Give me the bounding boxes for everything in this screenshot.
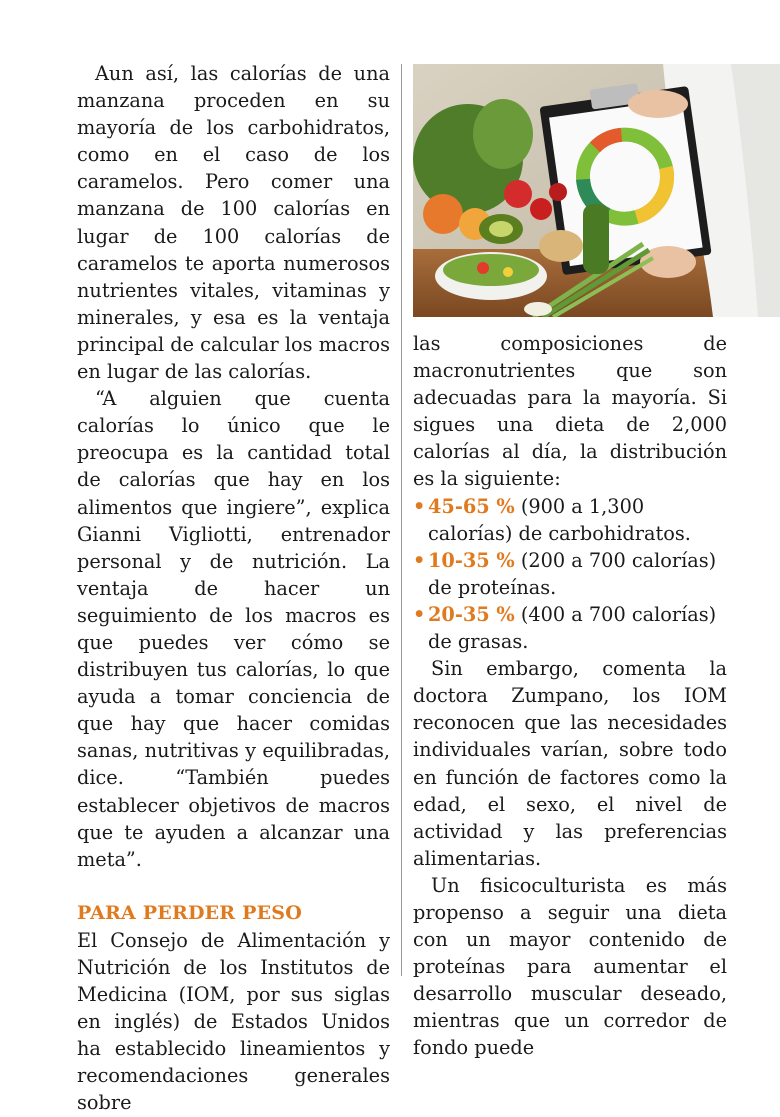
bullet-percentage: 10-35 % xyxy=(428,548,515,572)
column-divider xyxy=(401,64,402,976)
right-column xyxy=(413,330,727,1062)
bullet-dot-icon: • xyxy=(413,548,426,572)
bullet-text: (200 a 700 calorías) de proteínas. xyxy=(428,548,717,599)
macro-bullet-fat xyxy=(413,601,727,655)
bullet-dot-icon: • xyxy=(413,494,426,518)
section-heading: PARA PERDER PESO xyxy=(77,901,302,924)
bullet-dot-icon: • xyxy=(413,602,426,626)
left-paragraph-3: El Consejo de Alimentación y Nutrición de los Institutos de Medicina (IOM, por sus siglas en inglés) de Estados Unidos ha establecido lineamientos y recomendaciones generales sobre xyxy=(77,928,390,1115)
left-paragraph-2: “A alguien que cuenta calorías lo único que le preocupa es la cantidad total de calorías que hay en los alimentos que ingiere”, explica Gianni Vigliotti, entrenador personal y de nutrición. La ventaja de hacer un seguimiento de los macros es que puedes ver cómo se distribuyen tus calorías, lo que ayuda a tomar conciencia de que hay que hacer comidas sanas, nutritivas y equilibradas, dice. “También puedes establecer objetivos de macros que te ayuden a alcanzar una meta”. xyxy=(77,387,390,871)
bullet-text: (400 a 700 calorías) de grasas. xyxy=(428,602,717,654)
bullet-percentage: 20-35 % xyxy=(428,602,515,626)
nutrition-photo xyxy=(413,64,780,317)
left-paragraph-1: Aun así, las calorías de una manzana proceden en su mayoría de los carbohidratos, como en el caso de los caramelos. Pero comer una manzana de 100 calorías en lugar de 100 calorías de caramelos te aporta numerosos nutrientes vitales, vitaminas y minerales, y esa es la ventaja principal de calcular los macros en lugar de las calorías. xyxy=(77,62,390,384)
bullet-text: (900 a 1,300 calorías) de carbohidratos. xyxy=(428,494,691,545)
macro-bullet-carbs xyxy=(413,493,727,547)
macro-bullet-protein xyxy=(413,547,727,601)
right-paragraph-1: las composiciones de macronutrientes que son adecuadas para la mayoría. Si sigues una dieta de 2,000 calorías al día, la distribución es la siguiente: xyxy=(413,332,727,491)
left-column xyxy=(77,60,390,1117)
right-paragraph-2: Sin embargo, comenta la doctora Zumpano, los IOM reconocen que las necesidades individuales varían, sobre todo en función de factores como la edad, el sexo, el nivel de actividad y las preferencias alimentarias. xyxy=(413,657,727,870)
bullet-percentage: 45-65 % xyxy=(428,494,515,518)
right-paragraph-3: Un fisicoculturista es más propenso a seguir una dieta con un mayor contenido de proteínas para aumentar el desarrollo muscular deseado, mientras que un corredor de fondo puede xyxy=(413,873,727,1060)
